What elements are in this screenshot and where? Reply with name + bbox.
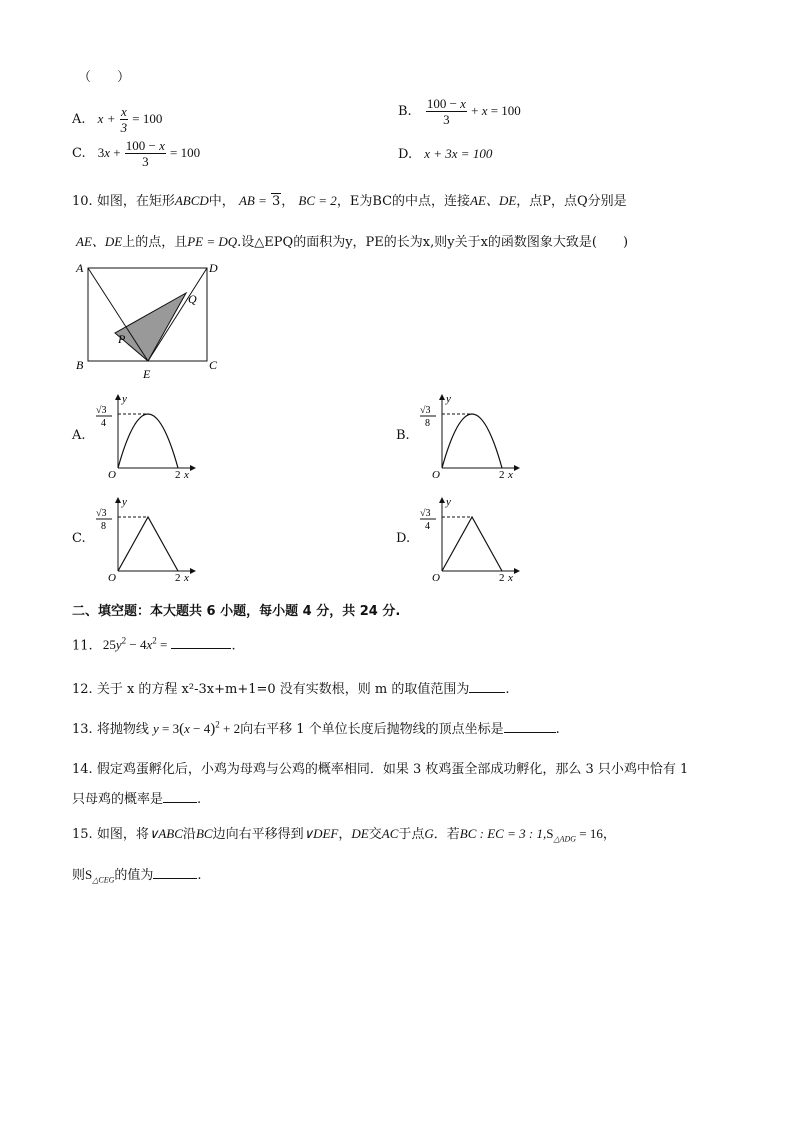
q9-paren: （ ） (78, 70, 131, 85)
q14-line1 (72, 758, 688, 777)
q15-de: DE (351, 826, 369, 841)
q15-text: 于点 (398, 827, 425, 842)
y-arrow (439, 394, 445, 400)
answer-blank[interactable] (153, 866, 197, 879)
q15-tri: ∨ABC (148, 826, 183, 841)
option-label: D. (396, 531, 411, 546)
q15-text: 沿 (182, 827, 196, 842)
option-d-equation: x + 3x = 100 (424, 146, 493, 161)
option-b-label: B. (398, 104, 412, 119)
y-tick-denominator: 8 (425, 418, 430, 429)
option-label: A. (72, 428, 86, 443)
y-arrow (115, 394, 121, 400)
origin-label: O (432, 469, 440, 480)
q15-text: 则 (72, 868, 86, 883)
origin-label: O (432, 572, 440, 583)
option-c-label: C. (72, 146, 86, 161)
q12-text: 关于 x 的方程 x²-3x+m+1=0 没有实数根，则 m 的取值范围为 (96, 682, 470, 697)
q15-text: 边向右平移得到 (212, 827, 304, 842)
q15-number: 15. (72, 827, 93, 842)
q15-line1 (72, 823, 616, 844)
option-d-label: D. (398, 147, 413, 162)
y-axis-label: y (122, 393, 127, 405)
q10-text: E为BC的中点，连接 (349, 194, 471, 209)
q13: 13. 将抛物线 $y = 3(x - 4)^2 + 2$向右平移 1 个单位长度后抛物线的顶点坐标是 . (72, 719, 560, 737)
sqrt-3: 3 (272, 194, 281, 209)
label-p: P (118, 332, 126, 346)
q15-bc: BC (195, 826, 213, 841)
period: . (197, 868, 202, 883)
answer-blank[interactable] (504, 720, 556, 733)
x-tick-label: 2 (175, 469, 181, 480)
q9-option-a: A. x + $\frac{x}{3}$ = 100 (72, 104, 163, 135)
label-b: B (76, 358, 84, 372)
q13-text: 向右平移 1 个单位长度后抛物线的顶点坐标是 (240, 722, 504, 737)
q15-area-sub: △CEG (92, 875, 115, 885)
q10-text: 中， (208, 194, 235, 209)
q15-text: 的值为 (114, 868, 154, 883)
x-arrow (514, 465, 520, 471)
x-axis-label: x (508, 572, 513, 583)
fraction: $\frac{x}{3}$ (120, 104, 128, 135)
x-arrow (514, 568, 520, 574)
q14-text: 假定鸡蛋孵化后，小鸡为母鸡与公鸡的概率相同．如果 3 枚鸡蛋全部成功孵化，那么 3 只小鸡中恰有 1 (96, 762, 689, 777)
q15-text: ， (338, 827, 352, 842)
period: . (555, 722, 560, 737)
label-c: C (209, 358, 218, 372)
y-axis-label: y (446, 496, 451, 508)
section-title: 二、填空题：本大题共 6 小题，每小题 4 分，共 24 分. (72, 604, 401, 619)
q14-text: 只母鸡的概率是 (72, 792, 164, 807)
rectangle-figure (72, 258, 232, 382)
label-q: Q (188, 292, 197, 306)
function-graph (418, 495, 528, 583)
q15-tri: ∨DEF (303, 826, 339, 841)
y-axis-label: y (122, 496, 127, 508)
period: . (505, 682, 510, 697)
x-arrow (190, 465, 196, 471)
q15-text: 交 (368, 827, 382, 842)
y-tick-numerator: √3 (420, 508, 431, 519)
answer-blank[interactable] (469, 680, 505, 693)
q10-line2 (76, 231, 628, 250)
answer-blank[interactable] (171, 636, 231, 649)
function-graph (418, 392, 528, 480)
q9-option-c: C. 3x + $\frac{100 - x}{3}$ = 100 (72, 138, 201, 169)
y-tick-denominator: 8 (101, 521, 106, 532)
q10-segments: AE、DE (76, 234, 123, 249)
q10-number: 10. (72, 194, 93, 209)
q15-line2 (72, 864, 202, 885)
q10-text: ，点P，点Q分别是 (516, 194, 627, 209)
function-graph (94, 495, 204, 583)
triangle-curve (118, 517, 178, 571)
q15-text: ， (602, 827, 616, 842)
q15-text: 如图，将 (96, 827, 149, 842)
origin-label: O (108, 572, 116, 583)
y-tick-numerator: √3 (96, 508, 107, 519)
q15-ac: AC (381, 826, 399, 841)
period: . (197, 792, 202, 807)
q10-pe-dq: PE = DQ (187, 234, 238, 249)
q10-ab: AB = (238, 193, 267, 208)
q10-bc: BC = 2 (298, 193, 337, 208)
q13-text: 将抛物线 (96, 722, 149, 737)
q10-line1: 10. 如图，在矩形ABCD中， AB = 3， BC = 2，E为BC的中点，连接AE、DE，点P，点Q分别是 (72, 193, 627, 209)
y-arrow (115, 497, 121, 503)
x-axis-label: x (184, 572, 189, 583)
function-graph (94, 392, 204, 480)
answer-blank[interactable] (163, 790, 197, 803)
q15-area: S (546, 826, 554, 841)
q15-g: G (424, 826, 434, 841)
y-tick-denominator: 4 (425, 521, 430, 532)
x-tick-label: 2 (175, 572, 181, 583)
x-arrow (190, 568, 196, 574)
q10-segments: AE、DE (470, 193, 517, 208)
q14-line2 (72, 788, 201, 807)
label-a: A (76, 261, 84, 275)
label-d: D (209, 261, 218, 275)
q10-text: .设△EPQ的面积为y，PE的长为x,则y关于x的函数图象大致是( ) (237, 235, 629, 250)
period: . (231, 638, 236, 654)
q10-text: 上的点，且 (122, 235, 188, 250)
y-axis-label: y (446, 393, 451, 405)
origin-label: O (108, 469, 116, 480)
q9-option-d (398, 146, 492, 162)
q11: 11. $25y^2 - 4x^2$ = . (72, 636, 236, 654)
q10-rect-name: ABCD (174, 193, 209, 208)
q11-number: 11. (72, 638, 93, 654)
y-tick-numerator: √3 (420, 405, 431, 416)
label-e: E (143, 367, 151, 381)
y-tick-denominator: 4 (101, 418, 106, 429)
q15-area-sub: △ADG (553, 834, 577, 844)
y-tick-numerator: √3 (96, 405, 107, 416)
q15-area-val: = 16 (576, 826, 603, 841)
q13-number: 13. (72, 722, 93, 737)
x-tick-label: 2 (499, 469, 505, 480)
option-label: B. (396, 428, 410, 443)
q9-option-b: B. $\frac{100 - x}{3}$ + x = 100 (398, 96, 521, 127)
x-tick-label: 2 (499, 572, 505, 583)
fraction: $\frac{100 - x}{3}$ (125, 138, 165, 169)
option-label: C. (72, 531, 86, 546)
q10-text: 如图，在矩形 (96, 194, 175, 209)
triangle-curve (442, 517, 502, 571)
parabola-curve (442, 414, 502, 468)
y-arrow (439, 497, 445, 503)
x-axis-label: x (184, 469, 189, 480)
x-axis-label: x (508, 469, 513, 480)
q14-number: 14. (72, 762, 93, 777)
q15-text: ．若 (433, 827, 460, 842)
q15-ratio: BC : EC = 3 : 1, (459, 826, 547, 841)
option-a-label: A. (72, 112, 86, 127)
parabola-curve (118, 414, 178, 468)
q12-number: 12. (72, 682, 93, 697)
q15-area: S (85, 867, 93, 882)
fraction: $\frac{100 - x}{3}$ (426, 96, 466, 127)
q12 (72, 678, 510, 697)
